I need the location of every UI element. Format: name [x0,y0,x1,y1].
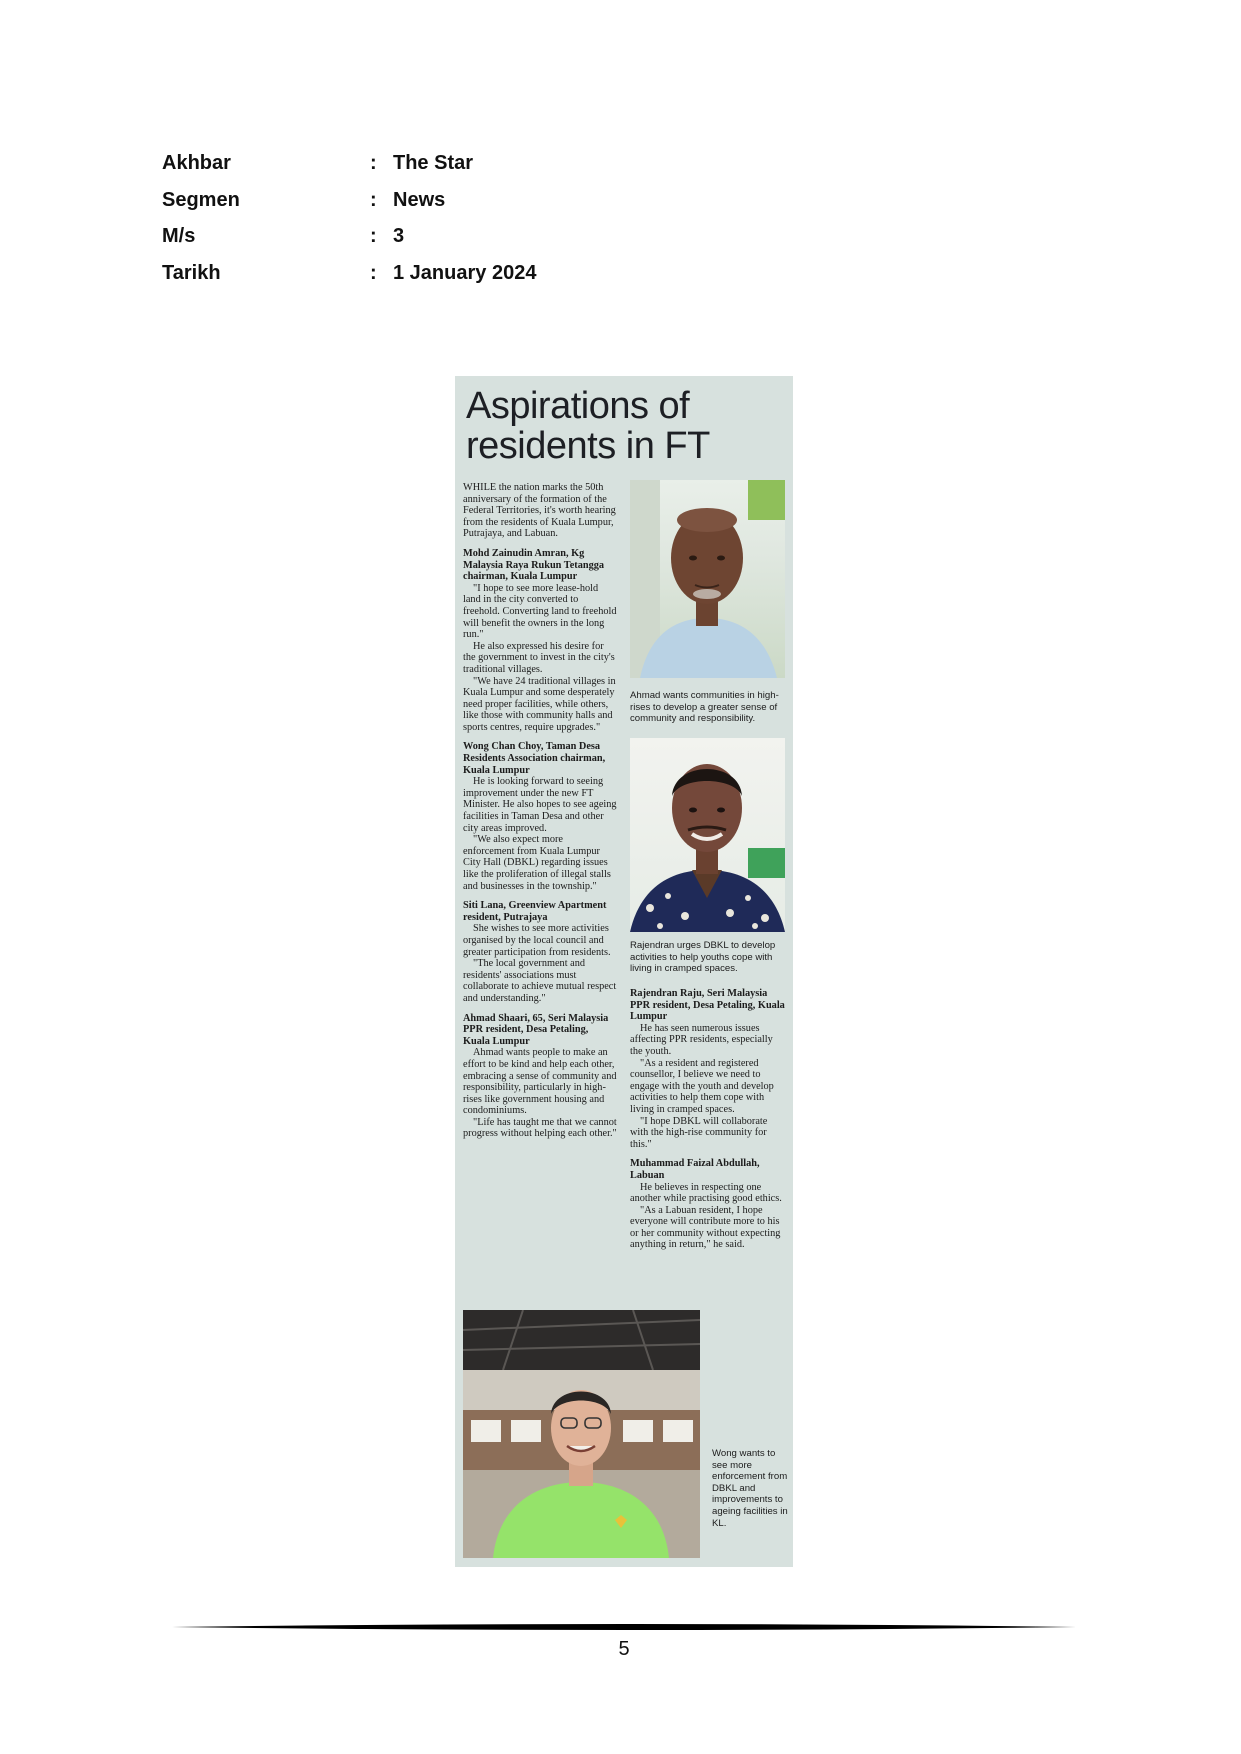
page-number: 5 [618,1638,630,1660]
article-column-right [630,988,786,1251]
meta-value: 1 January 2024 [393,261,537,284]
article-paragraph: "We also expect more enforcement from Kuala Lumpur City Hall (DBKL) regarding issues like the proliferation of illegal stalls and businesses in the township." [463,834,611,892]
portrait-rajendran-illustration [630,738,785,932]
meta-key: Tarikh [162,261,221,284]
interviewee-name: Muhammad Faizal Abdullah, Labuan [630,1158,760,1181]
article-column-left [463,482,617,1140]
article-paragraph: He is looking forward to seeing improvement under the new FT Minister. He also hopes to see ageing facilities in Taman Desa and other city areas improved. [463,776,617,834]
article-paragraph: "As a resident and registered counsellor, I believe we need to engage with the youth and develop activities to help them cope with living in cramped spaces. [630,1057,774,1115]
interviewee-name: Wong Chan Choy, Taman Desa Residents Association chairman, Kuala Lumpur [463,741,606,776]
caption-wong: Wong wants to see more enforcement from DBKL and improvements to ageing facilities in KL. [712,1448,788,1529]
article-paragraph: WHILE the nation marks the 50th anniversary of the formation of the Federal Territories, it's worth hearing from the residents of Kuala Lumpur, Putrajaya, and Labuan. [463,482,616,540]
interviewee-name: Siti Lana, Greenview Apartment resident, Putrajaya [463,900,607,923]
photo-ahmad-shaari [630,480,785,678]
newspaper-clipping [455,376,793,1567]
caption-ahmad: Ahmad wants communities in high-rises to develop a greater sense of community and responsibility. [630,690,779,725]
article-paragraph: "I hope DBKL will collaborate with the high-rise community for this." [630,1115,768,1150]
portrait-ahmad-illustration [630,480,785,678]
article-paragraph: "The local government and residents' associations must collaborate to achieve mutual respect and understanding." [463,958,617,1004]
article-paragraph: "I hope to see more lease-hold land in the city converted to freehold. Converting land to freehold will benefit the owners in the long run." [463,582,617,641]
interviewee-name: Mohd Zainudin Amran, Kg Malaysia Raya Rukun Tetangga chairman, Kuala Lumpur [463,547,605,583]
meta-separator: : [370,225,377,247]
caption-rajendran: Rajendran urges DBKL to develop activities to help youths cope with living in cramped spaces. [630,940,776,975]
meta-value: News [393,188,446,211]
meta-key: M/s [162,225,196,247]
article-paragraph: She wishes to see more activities organised by the local council and greater participation from residents. [463,923,611,958]
interviewee-name: Rajendran Raju, Seri Malaysia PPR resident, Desa Petaling, Kuala Lumpur [630,988,785,1023]
article-paragraph: He also expressed his desire for the government to invest in the city's traditional villages. [463,640,615,675]
article-paragraph: He believes in respecting one another while practising good ethics. [630,1181,782,1205]
meta-separator: : [370,188,377,211]
meta-separator: : [370,261,377,284]
article-paragraph: He has seen numerous issues affecting PPR residents, especially the youth. [630,1022,773,1057]
interviewee-name: Ahmad Shaari, 65, Seri Malaysia PPR resident, Desa Petaling, Kuala Lumpur [463,1012,609,1047]
article-headline: Aspirations of residents in FT [466,385,710,467]
meta-value: The Star [393,152,474,174]
meta-separator: : [370,152,377,174]
footer-divider [172,1622,1076,1632]
photo-rajendran-raju [630,738,785,932]
article-paragraph: "As a Labuan resident, I hope everyone will contribute more to his or her community without expecting anything in return," he said. [630,1204,781,1251]
meta-value: 3 [393,225,405,247]
article-paragraph: Ahmad wants people to make an effort to be kind and help each other, embracing a sense of community and responsibility, particularly in high-rises like government housing and condominiums. [463,1047,617,1117]
article-paragraph: "Life has taught me that we cannot progress without helping each other." [463,1116,617,1140]
photo-wong-chan-choy [463,1310,700,1558]
portrait-wong-illustration [463,1310,700,1558]
meta-key: Segmen [162,188,240,211]
article-paragraph: "We have 24 traditional villages in Kuala Lumpur and some desperately need proper facilities, while others, like those with community halls and sports centres, require upgrades." [463,675,616,733]
meta-key: Akhbar [162,152,231,174]
